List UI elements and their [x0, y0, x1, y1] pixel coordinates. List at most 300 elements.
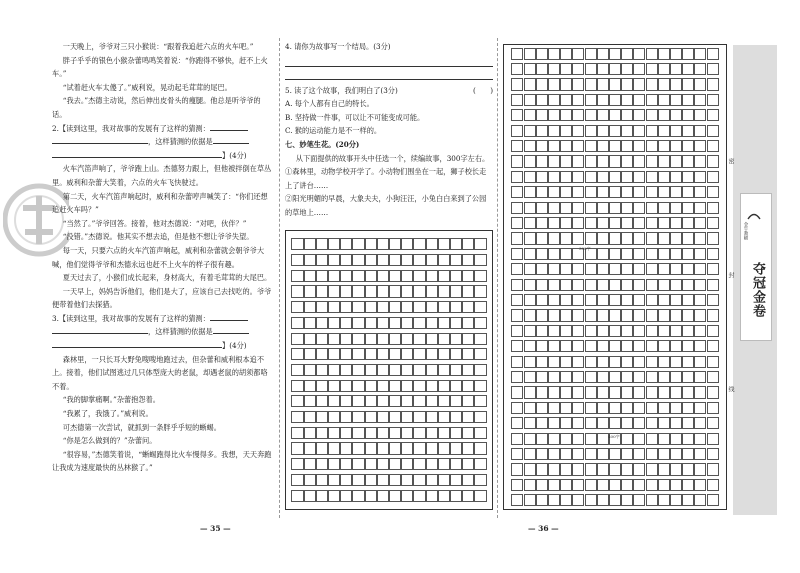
grid-cell[interactable] [536, 309, 548, 321]
grid-cell[interactable] [609, 217, 621, 229]
grid-cell[interactable] [597, 232, 609, 244]
grid-cell[interactable] [560, 155, 572, 167]
grid-cell[interactable] [316, 490, 328, 502]
grid-cell[interactable] [682, 433, 694, 445]
grid-cell[interactable] [548, 186, 560, 198]
grid-cell[interactable] [462, 301, 474, 313]
grid-cell[interactable] [548, 94, 560, 106]
grid-cell[interactable] [377, 317, 389, 329]
grid-cell[interactable] [536, 340, 548, 352]
grid-cell[interactable] [694, 109, 706, 121]
grid-cell[interactable] [707, 125, 719, 137]
grid-cell[interactable] [365, 317, 377, 329]
grid-cell[interactable] [560, 140, 572, 152]
grid-cell[interactable] [597, 186, 609, 198]
grid-cell[interactable] [560, 325, 572, 337]
grid-cell[interactable] [377, 474, 389, 486]
grid-cell[interactable] [621, 371, 633, 383]
grid-cell[interactable] [450, 474, 462, 486]
grid-cell[interactable] [694, 78, 706, 90]
grid-cell[interactable] [707, 248, 719, 260]
grid-cell[interactable] [340, 395, 352, 407]
grid-cell[interactable] [511, 479, 523, 491]
grid-cell[interactable] [548, 294, 560, 306]
grid-cell[interactable] [658, 186, 670, 198]
grid-cell[interactable] [597, 217, 609, 229]
grid-cell[interactable] [316, 238, 328, 250]
grid-cell[interactable] [316, 270, 328, 282]
grid-cell[interactable] [536, 294, 548, 306]
grid-cell[interactable] [511, 356, 523, 368]
grid-cell[interactable] [682, 340, 694, 352]
grid-cell[interactable] [511, 371, 523, 383]
grid-cell[interactable] [548, 325, 560, 337]
grid-cell[interactable] [560, 417, 572, 429]
grid-cell[interactable] [633, 356, 645, 368]
grid-cell[interactable] [450, 427, 462, 439]
grid-cell[interactable] [450, 348, 462, 360]
grid-cell[interactable] [413, 380, 425, 392]
grid-cell[interactable] [658, 109, 670, 121]
grid-cell[interactable] [340, 380, 352, 392]
grid-cell[interactable] [377, 442, 389, 454]
grid-cell[interactable] [621, 448, 633, 460]
grid-cell[interactable] [609, 248, 621, 260]
grid-cell[interactable] [560, 371, 572, 383]
grid-cell[interactable] [377, 348, 389, 360]
grid-cell[interactable] [328, 301, 340, 313]
grid-cell[interactable] [646, 309, 658, 321]
grid-cell[interactable] [609, 371, 621, 383]
writing-grid-middle[interactable] [285, 230, 493, 510]
grid-cell[interactable] [597, 263, 609, 275]
grid-cell[interactable] [474, 238, 486, 250]
grid-cell[interactable] [572, 433, 584, 445]
grid-cell[interactable] [340, 238, 352, 250]
grid-cell[interactable] [609, 140, 621, 152]
grid-cell[interactable] [707, 155, 719, 167]
grid-cell[interactable] [462, 285, 474, 297]
grid-cell[interactable] [291, 411, 303, 423]
grid-cell[interactable] [585, 263, 597, 275]
grid-cell[interactable] [511, 248, 523, 260]
grid-cell[interactable] [328, 395, 340, 407]
grid-cell[interactable] [304, 348, 316, 360]
grid-cell[interactable] [658, 356, 670, 368]
grid-cell[interactable] [291, 317, 303, 329]
grid-cell[interactable] [389, 490, 401, 502]
grid-cell[interactable] [572, 217, 584, 229]
grid-cell[interactable] [536, 279, 548, 291]
grid-cell[interactable] [646, 109, 658, 121]
grid-cell[interactable] [670, 479, 682, 491]
grid-cell[interactable] [670, 279, 682, 291]
grid-cell[interactable] [658, 309, 670, 321]
grid-cell[interactable] [609, 63, 621, 75]
grid-cell[interactable] [474, 474, 486, 486]
grid-cell[interactable] [328, 364, 340, 376]
grid-cell[interactable] [609, 325, 621, 337]
grid-cell[interactable] [524, 279, 536, 291]
grid-cell[interactable] [609, 294, 621, 306]
grid-cell[interactable] [585, 433, 597, 445]
grid-cell[interactable] [572, 186, 584, 198]
grid-cell[interactable] [707, 371, 719, 383]
grid-cell[interactable] [511, 325, 523, 337]
grid-cell[interactable] [328, 317, 340, 329]
grid-cell[interactable] [572, 356, 584, 368]
grid-cell[interactable] [560, 479, 572, 491]
grid-cell[interactable] [548, 386, 560, 398]
grid-cell[interactable] [682, 63, 694, 75]
grid-cell[interactable] [646, 140, 658, 152]
grid-cell[interactable] [462, 474, 474, 486]
grid-cell[interactable] [585, 494, 597, 506]
grid-cell[interactable] [670, 155, 682, 167]
grid-cell[interactable] [585, 94, 597, 106]
grid-cell[interactable] [389, 270, 401, 282]
grid-cell[interactable] [621, 155, 633, 167]
grid-cell[interactable] [511, 109, 523, 121]
grid-cell[interactable] [474, 254, 486, 266]
grid-cell[interactable] [670, 48, 682, 60]
grid-cell[interactable] [304, 395, 316, 407]
grid-cell[interactable] [426, 490, 438, 502]
grid-cell[interactable] [609, 309, 621, 321]
grid-cell[interactable] [536, 202, 548, 214]
grid-cell[interactable] [682, 232, 694, 244]
grid-cell[interactable] [682, 356, 694, 368]
grid-cell[interactable] [682, 171, 694, 183]
grid-cell[interactable] [524, 356, 536, 368]
grid-cell[interactable] [572, 386, 584, 398]
grid-cell[interactable] [572, 325, 584, 337]
grid-cell[interactable] [682, 294, 694, 306]
grid-cell[interactable] [707, 309, 719, 321]
grid-cell[interactable] [548, 494, 560, 506]
grid-cell[interactable] [352, 285, 364, 297]
grid-cell[interactable] [694, 186, 706, 198]
grid-cell[interactable] [658, 155, 670, 167]
grid-cell[interactable] [304, 317, 316, 329]
grid-cell[interactable] [682, 202, 694, 214]
grid-cell[interactable] [707, 140, 719, 152]
grid-cell[interactable] [352, 395, 364, 407]
grid-cell[interactable] [670, 494, 682, 506]
grid-cell[interactable] [340, 317, 352, 329]
grid-cell[interactable] [401, 270, 413, 282]
grid-cell[interactable] [597, 417, 609, 429]
grid-cell[interactable] [377, 380, 389, 392]
grid-cell[interactable] [536, 448, 548, 460]
grid-cell[interactable] [413, 301, 425, 313]
grid-cell[interactable] [597, 309, 609, 321]
grid-cell[interactable] [438, 442, 450, 454]
grid-cell[interactable] [462, 490, 474, 502]
grid-cell[interactable] [426, 301, 438, 313]
grid-cell[interactable] [621, 386, 633, 398]
grid-cell[interactable] [572, 479, 584, 491]
grid-cell[interactable] [413, 442, 425, 454]
grid-cell[interactable] [572, 294, 584, 306]
grid-cell[interactable] [572, 202, 584, 214]
grid-cell[interactable] [340, 490, 352, 502]
grid-cell[interactable] [694, 171, 706, 183]
grid-cell[interactable] [548, 202, 560, 214]
grid-cell[interactable] [304, 254, 316, 266]
grid-cell[interactable] [585, 78, 597, 90]
grid-cell[interactable] [609, 463, 621, 475]
grid-cell[interactable] [658, 279, 670, 291]
grid-cell[interactable] [462, 427, 474, 439]
grid-cell[interactable] [377, 285, 389, 297]
grid-cell[interactable] [474, 348, 486, 360]
grid-cell[interactable] [682, 417, 694, 429]
grid-cell[interactable] [377, 254, 389, 266]
grid-cell[interactable] [511, 279, 523, 291]
grid-cell[interactable] [536, 494, 548, 506]
grid-cell[interactable] [462, 270, 474, 282]
grid-cell[interactable] [707, 186, 719, 198]
grid-cell[interactable] [536, 232, 548, 244]
grid-cell[interactable] [304, 270, 316, 282]
grid-cell[interactable] [304, 474, 316, 486]
grid-cell[interactable] [413, 254, 425, 266]
grid-cell[interactable] [682, 494, 694, 506]
grid-cell[interactable] [682, 48, 694, 60]
grid-cell[interactable] [401, 254, 413, 266]
grid-cell[interactable] [560, 433, 572, 445]
grid-cell[interactable] [609, 279, 621, 291]
grid-cell[interactable] [389, 301, 401, 313]
grid-cell[interactable] [572, 463, 584, 475]
grid-cell[interactable] [450, 442, 462, 454]
grid-cell[interactable] [560, 48, 572, 60]
grid-cell[interactable] [352, 427, 364, 439]
grid-cell[interactable] [670, 248, 682, 260]
grid-cell[interactable] [585, 279, 597, 291]
grid-cell[interactable] [621, 186, 633, 198]
grid-cell[interactable] [340, 270, 352, 282]
grid-cell[interactable] [401, 458, 413, 470]
grid-cell[interactable] [633, 140, 645, 152]
grid-cell[interactable] [426, 285, 438, 297]
grid-cell[interactable] [401, 474, 413, 486]
grid-cell[interactable] [548, 371, 560, 383]
grid-cell[interactable] [707, 171, 719, 183]
grid-cell[interactable] [426, 317, 438, 329]
grid-cell[interactable] [560, 248, 572, 260]
grid-cell[interactable] [352, 458, 364, 470]
grid-cell[interactable] [365, 364, 377, 376]
grid-cell[interactable] [609, 402, 621, 414]
grid-cell[interactable] [340, 301, 352, 313]
grid-cell[interactable] [426, 380, 438, 392]
grid-cell[interactable] [609, 340, 621, 352]
grid-cell[interactable] [658, 494, 670, 506]
grid-cell[interactable] [377, 458, 389, 470]
grid-cell[interactable] [694, 155, 706, 167]
grid-cell[interactable] [426, 395, 438, 407]
grid-cell[interactable] [609, 202, 621, 214]
grid-cell[interactable] [682, 402, 694, 414]
grid-cell[interactable] [585, 125, 597, 137]
grid-cell[interactable] [633, 171, 645, 183]
grid-cell[interactable] [658, 140, 670, 152]
grid-cell[interactable] [291, 395, 303, 407]
grid-cell[interactable] [633, 155, 645, 167]
grid-cell[interactable] [560, 448, 572, 460]
grid-cell[interactable] [511, 78, 523, 90]
grid-cell[interactable] [670, 356, 682, 368]
grid-cell[interactable] [585, 140, 597, 152]
grid-cell[interactable] [633, 417, 645, 429]
grid-cell[interactable] [609, 263, 621, 275]
grid-cell[interactable] [438, 238, 450, 250]
grid-cell[interactable] [682, 309, 694, 321]
grid-cell[interactable] [646, 125, 658, 137]
grid-cell[interactable] [707, 279, 719, 291]
grid-cell[interactable] [597, 463, 609, 475]
grid-cell[interactable] [462, 458, 474, 470]
grid-cell[interactable] [365, 348, 377, 360]
grid-cell[interactable] [707, 448, 719, 460]
grid-cell[interactable] [304, 364, 316, 376]
grid-cell[interactable] [340, 333, 352, 345]
grid-cell[interactable] [401, 411, 413, 423]
grid-cell[interactable] [658, 232, 670, 244]
grid-cell[interactable] [585, 340, 597, 352]
grid-cell[interactable] [291, 442, 303, 454]
grid-cell[interactable] [585, 48, 597, 60]
grid-cell[interactable] [389, 458, 401, 470]
grid-cell[interactable] [597, 294, 609, 306]
grid-cell[interactable] [304, 333, 316, 345]
grid-cell[interactable] [694, 448, 706, 460]
grid-cell[interactable] [524, 202, 536, 214]
grid-cell[interactable] [511, 232, 523, 244]
grid-cell[interactable] [707, 217, 719, 229]
grid-cell[interactable] [426, 270, 438, 282]
grid-cell[interactable] [560, 232, 572, 244]
grid-cell[interactable] [707, 202, 719, 214]
grid-cell[interactable] [707, 232, 719, 244]
grid-cell[interactable] [474, 333, 486, 345]
grid-cell[interactable] [389, 317, 401, 329]
grid-cell[interactable] [658, 125, 670, 137]
grid-cell[interactable] [707, 78, 719, 90]
grid-cell[interactable] [389, 380, 401, 392]
grid-cell[interactable] [560, 402, 572, 414]
grid-cell[interactable] [597, 248, 609, 260]
grid-cell[interactable] [597, 371, 609, 383]
grid-cell[interactable] [548, 109, 560, 121]
grid-cell[interactable] [560, 309, 572, 321]
grid-cell[interactable] [572, 63, 584, 75]
grid-cell[interactable] [670, 263, 682, 275]
grid-cell[interactable] [646, 402, 658, 414]
grid-cell[interactable] [621, 48, 633, 60]
grid-cell[interactable] [413, 474, 425, 486]
grid-cell[interactable] [462, 442, 474, 454]
grid-cell[interactable] [401, 427, 413, 439]
grid-cell[interactable] [585, 463, 597, 475]
grid-cell[interactable] [548, 433, 560, 445]
grid-cell[interactable] [707, 294, 719, 306]
grid-cell[interactable] [707, 109, 719, 121]
answer-paren[interactable]: ( ) [473, 85, 493, 95]
grid-cell[interactable] [548, 171, 560, 183]
grid-cell[interactable] [352, 317, 364, 329]
grid-cell[interactable] [560, 125, 572, 137]
grid-cell[interactable] [658, 202, 670, 214]
grid-cell[interactable] [365, 301, 377, 313]
grid-cell[interactable] [646, 94, 658, 106]
grid-cell[interactable] [511, 125, 523, 137]
grid-cell[interactable] [633, 186, 645, 198]
grid-cell[interactable] [682, 155, 694, 167]
grid-cell[interactable] [646, 294, 658, 306]
grid-cell[interactable] [694, 140, 706, 152]
grid-cell[interactable] [633, 494, 645, 506]
grid-cell[interactable] [474, 427, 486, 439]
grid-cell[interactable] [536, 248, 548, 260]
grid-cell[interactable] [511, 309, 523, 321]
grid-cell[interactable] [524, 171, 536, 183]
grid-cell[interactable] [438, 395, 450, 407]
grid-cell[interactable] [304, 285, 316, 297]
grid-cell[interactable] [365, 270, 377, 282]
grid-cell[interactable] [450, 490, 462, 502]
grid-cell[interactable] [548, 155, 560, 167]
grid-cell[interactable] [572, 232, 584, 244]
grid-cell[interactable] [609, 78, 621, 90]
grid-cell[interactable] [548, 125, 560, 137]
grid-cell[interactable] [694, 433, 706, 445]
grid-cell[interactable] [572, 155, 584, 167]
grid-cell[interactable] [694, 202, 706, 214]
grid-cell[interactable] [694, 386, 706, 398]
grid-cell[interactable] [694, 263, 706, 275]
grid-cell[interactable] [401, 442, 413, 454]
grid-cell[interactable] [646, 371, 658, 383]
grid-cell[interactable] [426, 333, 438, 345]
grid-cell[interactable] [633, 48, 645, 60]
grid-cell[interactable] [585, 402, 597, 414]
grid-cell[interactable] [694, 479, 706, 491]
grid-cell[interactable] [389, 411, 401, 423]
grid-cell[interactable] [621, 140, 633, 152]
grid-cell[interactable] [511, 171, 523, 183]
grid-cell[interactable] [536, 217, 548, 229]
grid-cell[interactable] [304, 442, 316, 454]
grid-cell[interactable] [462, 411, 474, 423]
grid-cell[interactable] [572, 263, 584, 275]
grid-cell[interactable] [511, 263, 523, 275]
grid-cell[interactable] [609, 171, 621, 183]
grid-cell[interactable] [633, 248, 645, 260]
grid-cell[interactable] [670, 94, 682, 106]
grid-cell[interactable] [646, 494, 658, 506]
grid-cell[interactable] [401, 333, 413, 345]
grid-cell[interactable] [524, 417, 536, 429]
grid-cell[interactable] [462, 333, 474, 345]
grid-cell[interactable] [413, 411, 425, 423]
grid-cell[interactable] [585, 325, 597, 337]
grid-cell[interactable] [633, 232, 645, 244]
grid-cell[interactable] [548, 340, 560, 352]
grid-cell[interactable] [646, 171, 658, 183]
